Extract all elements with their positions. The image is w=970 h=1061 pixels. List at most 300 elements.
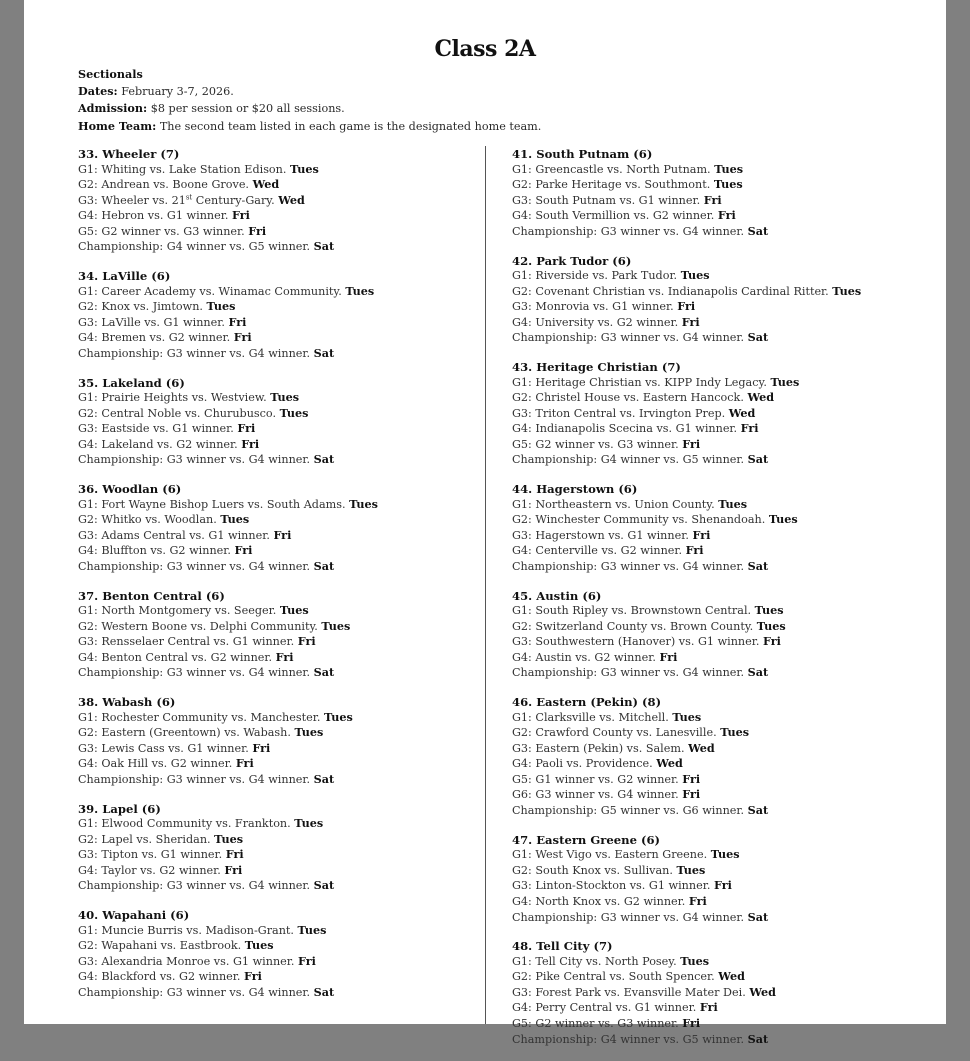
game-line (78, 193, 498, 209)
game-line (512, 803, 932, 819)
game-day: Fri (275, 649, 294, 664)
game-line (512, 390, 932, 406)
game-matchup: G1: Northeastern vs. Union County. (512, 497, 715, 511)
game-line (78, 315, 498, 331)
game-matchup: G4: Taylor vs. G2 winner. (78, 863, 221, 877)
game-line (512, 894, 932, 910)
sectional-block (78, 269, 498, 361)
game-day: Fri (244, 969, 262, 984)
game-line (512, 985, 932, 1001)
sectional-block (78, 482, 498, 574)
game-line (512, 162, 932, 178)
game-matchup: G1: Career Academy vs. Winamac Community. (78, 284, 342, 298)
game-line (512, 330, 932, 346)
game-line (78, 559, 498, 575)
game-day: Tues (672, 709, 702, 724)
game-day: Sat (747, 803, 769, 817)
game-day: Tues (345, 283, 375, 298)
game-matchup: Championship: G5 winner vs. G6 winner. (512, 804, 745, 817)
game-line (512, 177, 932, 193)
game-matchup: Championship: G3 winner vs. G4 winner. (512, 559, 745, 573)
sectional-block (78, 802, 498, 894)
sectional-block (512, 939, 932, 1047)
sectional-title: 47. Eastern Greene (6) (512, 832, 661, 847)
game-line (78, 284, 498, 300)
game-day: Tues (244, 938, 274, 953)
game-day: Tues (714, 161, 744, 176)
game-day: Tues (770, 374, 800, 389)
game-line (512, 954, 932, 970)
game-matchup: Championship: G3 winner vs. G4 winner. (78, 985, 311, 999)
game-day: Sat (747, 452, 769, 467)
game-matchup: G2: Covenant Christian vs. Indianapolis Cardinal Ritter. (512, 284, 829, 298)
game-day: Sat (747, 1031, 769, 1046)
game-matchup: G2: Lapel vs. Sheridan. (78, 832, 211, 846)
game-day: Tues (349, 496, 378, 511)
game-matchup: G2: Knox vs. Jimtown. (78, 300, 203, 314)
sectional-title: 41. South Putnam (6) (512, 147, 653, 161)
game-line (78, 437, 498, 453)
game-day: Wed (749, 984, 776, 999)
game-day: Fri (234, 543, 253, 558)
game-line (78, 816, 498, 832)
game-matchup: G2: Winchester Community vs. Shenandoah. (512, 513, 766, 527)
game-day: Tues (680, 953, 710, 968)
game-matchup: G3: Wheeler vs. 21st Century-Gary. (78, 192, 275, 207)
sectional-title: 33. Wheeler (7) (78, 147, 180, 161)
game-matchup: G5: G1 winner vs. G2 winner. (512, 772, 679, 786)
game-matchup: Championship: G3 winner vs. G4 winner. (78, 453, 311, 467)
game-day: Tues (768, 512, 798, 527)
sectional-block (78, 589, 498, 681)
sectional-block (78, 695, 498, 787)
admission-line (78, 100, 541, 118)
page-title: Class 2A (434, 36, 536, 62)
game-day: Fri (231, 208, 250, 223)
sectional-title: 37. Benton Central (6) (78, 588, 225, 603)
game-day: Sat (747, 223, 769, 238)
game-day: Fri (682, 436, 701, 451)
sectional-block (512, 695, 932, 818)
game-line (78, 878, 498, 894)
game-day: Tues (279, 405, 309, 420)
game-line (512, 772, 932, 788)
sectional-title: 38. Wabash (6) (78, 695, 176, 710)
game-line (78, 985, 498, 1001)
game-day: Fri (297, 634, 316, 649)
game-day: Sat (313, 665, 335, 680)
game-matchup: G4: Indianapolis Scecina vs. G1 winner. (512, 422, 738, 436)
game-line (78, 665, 498, 681)
home-team-line (78, 118, 541, 136)
game-line (512, 224, 932, 240)
game-matchup: G4: Centerville vs. G2 winner. (512, 544, 683, 558)
game-day: Wed (656, 756, 683, 771)
game-line (78, 528, 498, 544)
game-line (78, 847, 498, 863)
game-line (78, 954, 498, 970)
game-line (78, 452, 498, 468)
game-line (512, 543, 932, 559)
game-matchup: G1: Elwood Community vs. Frankton. (78, 817, 291, 831)
game-day: Fri (235, 756, 254, 771)
game-day: Wed (688, 740, 715, 755)
sectional-block (78, 908, 498, 1000)
sectional-title: 48. Tell City (7) (512, 939, 613, 954)
game-line (512, 299, 932, 315)
game-matchup: Championship: G3 winner vs. G4 winner. (78, 879, 311, 893)
game-day: Tues (220, 512, 250, 527)
game-line (78, 299, 498, 315)
game-line (512, 437, 932, 453)
game-matchup: G4: Austin vs. G2 winner. (512, 650, 656, 664)
game-day: Fri (713, 878, 732, 893)
game-day: Wed (278, 192, 305, 207)
game-matchup: G4: Lakeland vs. G2 winner. (78, 437, 238, 451)
game-day: Tues (294, 816, 324, 831)
game-matchup: G3: Hagerstown vs. G1 winner. (512, 528, 689, 542)
game-matchup: G1: Muncie Burris vs. Madison-Grant. (78, 923, 294, 937)
game-line (78, 208, 498, 224)
game-matchup: G4: Bluffton vs. G2 winner. (78, 544, 231, 558)
home-team-value: The second team listed in each game is the designated home team. (159, 119, 542, 133)
game-line (78, 832, 498, 848)
game-matchup: G2: South Knox vs. Sullivan. (512, 863, 673, 877)
game-matchup: G1: Tell City vs. North Posey. (512, 954, 677, 968)
game-matchup: Championship: G3 winner vs. G4 winner. (512, 331, 745, 345)
game-matchup: Championship: G3 winner vs. G4 winner. (512, 224, 745, 238)
sectional-title: 35. Lakeland (6) (78, 375, 185, 390)
game-day: Fri (682, 787, 701, 802)
game-matchup: G2: Andrean vs. Boone Grove. (78, 178, 249, 192)
game-line (512, 208, 932, 224)
game-matchup: G3: Rensselaer Central vs. G1 winner. (78, 635, 295, 649)
game-matchup: Championship: G3 winner vs. G4 winner. (78, 666, 311, 680)
game-line (512, 452, 932, 468)
game-matchup: Championship: G3 winner vs. G4 winner. (78, 346, 311, 360)
game-line (512, 650, 932, 666)
sectional-block (78, 376, 498, 468)
sectional-block (512, 482, 932, 574)
game-matchup: G1: Heritage Christian vs. KIPP Indy Legacy. (512, 375, 767, 389)
game-day: Tues (294, 725, 324, 740)
game-day: Tues (710, 847, 740, 862)
game-day: Tues (756, 618, 786, 633)
game-day: Tues (713, 177, 743, 192)
game-day: Wed (728, 405, 756, 420)
game-line (512, 512, 932, 528)
game-day: Tues (206, 299, 236, 314)
game-matchup: G4: Hebron vs. G1 winner. (78, 209, 229, 223)
game-matchup: G2: Eastern (Greentown) vs. Wabash. (78, 726, 291, 740)
game-matchup: G5: G2 winner vs. G3 winner. (78, 224, 245, 238)
game-line (512, 421, 932, 437)
game-day: Fri (763, 634, 781, 649)
game-day: Sat (313, 558, 335, 573)
game-day: Fri (225, 847, 244, 862)
game-day: Fri (681, 314, 700, 329)
game-day: Fri (298, 953, 316, 968)
game-day: Fri (717, 208, 736, 223)
game-day: Sat (747, 558, 769, 573)
game-line (78, 923, 498, 939)
game-line (512, 193, 932, 209)
game-matchup: G1: West Vigo vs. Eastern Greene. (512, 848, 708, 862)
game-line (512, 741, 932, 757)
game-line (512, 268, 932, 284)
game-line (78, 512, 498, 528)
game-matchup: G4: North Knox vs. G2 winner. (512, 894, 686, 908)
game-day: Sat (747, 909, 769, 924)
info-heading: Sectionals (78, 67, 143, 81)
game-matchup: Championship: G4 winner vs. G5 winner. (512, 1032, 745, 1046)
game-day: Fri (252, 740, 271, 755)
game-day: Tues (754, 603, 784, 618)
game-day: Sat (313, 984, 335, 999)
game-matchup: G1: North Montgomery vs. Seeger. (78, 604, 277, 618)
sectional-block (78, 147, 498, 255)
game-line (78, 710, 498, 726)
game-day: Fri (233, 330, 252, 345)
game-matchup: G3: Southwestern (Hanover) vs. G1 winner. (512, 635, 760, 649)
game-matchup: G4: Oak Hill vs. G2 winner. (78, 757, 233, 771)
game-day: Tues (680, 268, 710, 283)
right-column (512, 147, 932, 1061)
game-line (512, 375, 932, 391)
game-day: Tues (270, 390, 300, 405)
game-day: Fri (241, 436, 260, 451)
game-day: Fri (659, 649, 678, 664)
game-matchup: Championship: G3 winner vs. G4 winner. (512, 910, 745, 924)
game-matchup: G1: Greencastle vs. North Putnam. (512, 162, 711, 176)
game-day: Sat (313, 771, 335, 786)
game-matchup: G4: Blackford vs. G2 winner. (78, 970, 241, 984)
game-line (512, 725, 932, 741)
game-line (512, 559, 932, 575)
document-page (24, 0, 946, 1046)
game-line (512, 528, 932, 544)
game-matchup: G2: Parke Heritage vs. Southmont. (512, 178, 711, 192)
sectional-block (512, 589, 932, 681)
game-day: Tues (832, 283, 862, 298)
game-matchup: G1: Whiting vs. Lake Station Edison. (78, 162, 287, 176)
game-line (512, 619, 932, 635)
sectionals-info (78, 66, 541, 135)
game-matchup: G3: Lewis Cass vs. G1 winner. (78, 741, 249, 755)
game-line (78, 938, 498, 954)
game-line (78, 725, 498, 741)
game-day: Wed (747, 390, 775, 405)
game-line (78, 162, 498, 178)
game-day: Sat (747, 330, 769, 345)
game-matchup: G1: Riverside vs. Park Tudor. (512, 269, 678, 283)
game-matchup: G4: South Vermillion vs. G2 winner. (512, 209, 715, 223)
game-line (512, 284, 932, 300)
game-day: Tues (214, 831, 244, 846)
game-line (78, 346, 498, 362)
game-matchup: G3: Forest Park vs. Evansville Mater Dei. (512, 985, 746, 999)
game-matchup: G4: Paoli vs. Providence. (512, 757, 653, 771)
sectional-title: 39. Lapel (6) (78, 801, 161, 816)
game-matchup: G2: Wapahani vs. Eastbrook. (78, 939, 242, 953)
game-matchup: Championship: G3 winner vs. G4 winner. (512, 666, 745, 680)
game-day: Fri (682, 1016, 701, 1031)
game-matchup: G3: Tipton vs. G1 winner. (78, 848, 223, 862)
game-day: Sat (747, 665, 769, 680)
game-line (78, 421, 498, 437)
game-matchup: G2: Christel House vs. Eastern Hancock. (512, 391, 744, 405)
game-matchup: G3: Monrovia vs. G1 winner. (512, 300, 674, 314)
game-line (512, 406, 932, 422)
game-day: Tues (321, 618, 351, 633)
game-matchup: G2: Pike Central vs. South Spencer. (512, 970, 715, 984)
game-matchup: G4: University vs. G2 winner. (512, 315, 679, 329)
game-line (512, 1000, 932, 1016)
sectional-title: 42. Park Tudor (6) (512, 253, 632, 268)
game-matchup: G3: Triton Central vs. Irvington Prep. (512, 406, 726, 420)
ordinal-suffix: st (185, 192, 193, 201)
dates-label: Dates: (78, 83, 118, 98)
game-matchup: G2: Central Noble vs. Churubusco. (78, 406, 277, 420)
game-line (512, 969, 932, 985)
game-matchup: G3: LaVille vs. G1 winner. (78, 315, 225, 329)
game-day: Fri (237, 421, 256, 436)
game-matchup: G1: Fort Wayne Bishop Luers vs. South Adams. (78, 497, 346, 511)
game-matchup: G3: Linton-Stockton vs. G1 winner. (512, 879, 711, 893)
game-day: Fri (740, 421, 759, 436)
sectional-block (512, 360, 932, 468)
game-line (78, 603, 498, 619)
dates-line (78, 83, 541, 101)
game-line (78, 863, 498, 879)
game-line (512, 787, 932, 803)
game-line (512, 756, 932, 772)
game-day: Tues (290, 161, 319, 176)
game-day: Tues (279, 603, 309, 618)
game-line (78, 497, 498, 513)
game-day: Sat (313, 878, 335, 893)
game-line (78, 650, 498, 666)
game-line (512, 847, 932, 863)
game-day: Fri (228, 314, 247, 329)
game-matchup: G4: Bremen vs. G2 winner. (78, 331, 231, 345)
game-matchup: G5: G2 winner vs. G3 winner. (512, 1017, 679, 1031)
sectional-block (512, 254, 932, 346)
game-line (512, 863, 932, 879)
game-day: Sat (313, 239, 335, 254)
game-day: Tues (676, 862, 706, 877)
game-day: Fri (692, 527, 711, 542)
game-matchup: G2: Western Boone vs. Delphi Community. (78, 619, 318, 633)
game-line (78, 239, 498, 255)
game-line (78, 224, 498, 240)
game-line (78, 177, 498, 193)
game-day: Tues (297, 922, 327, 937)
dates-value: February 3-7, 2026. (121, 84, 234, 98)
game-line (512, 710, 932, 726)
game-line (78, 406, 498, 422)
game-matchup: G5: G2 winner vs. G3 winner. (512, 437, 679, 451)
game-matchup: G4: Perry Central vs. G1 winner. (512, 1001, 697, 1015)
game-matchup: G3: Eastern (Pekin) vs. Salem. (512, 741, 685, 755)
game-line (512, 665, 932, 681)
home-team-label: Home Team: (78, 118, 157, 133)
game-matchup: G1: Rochester Community vs. Manchester. (78, 710, 321, 724)
admission-value: $8 per session or $20 all sessions. (150, 102, 345, 115)
game-line (78, 634, 498, 650)
game-line (512, 497, 932, 513)
game-day: Fri (699, 1000, 718, 1015)
game-matchup: G4: Benton Central vs. G2 winner. (78, 650, 273, 664)
game-day: Fri (688, 893, 707, 908)
game-matchup: G1: Prairie Heights vs. Westview. (78, 391, 267, 405)
game-day: Wed (252, 177, 280, 192)
game-matchup: G2: Crawford County vs. Lanesville. (512, 726, 717, 740)
game-matchup: G1: South Ripley vs. Brownstown Central. (512, 604, 752, 618)
game-day: Fri (677, 299, 696, 314)
game-day: Fri (248, 223, 267, 238)
game-matchup: G3: South Putnam vs. G1 winner. (512, 193, 701, 207)
sectional-title: 44. Hagerstown (6) (512, 482, 638, 497)
game-line (512, 315, 932, 331)
game-line (78, 390, 498, 406)
left-column (78, 147, 498, 1015)
sectional-title: 43. Heritage Christian (7) (512, 360, 681, 375)
game-day: Fri (224, 862, 243, 877)
sectional-title: 34. LaVille (6) (78, 269, 171, 284)
game-day: Sat (313, 452, 335, 467)
game-day: Fri (685, 543, 704, 558)
game-line (512, 910, 932, 926)
game-day: Tues (323, 709, 353, 724)
game-matchup: G6: G3 winner vs. G4 winner. (512, 788, 679, 802)
sectional-title: 46. Eastern (Pekin) (8) (512, 695, 662, 710)
game-day: Sat (313, 345, 335, 360)
game-line (78, 330, 498, 346)
game-line (512, 603, 932, 619)
game-matchup: G3: Alexandria Monroe vs. G1 winner. (78, 954, 295, 968)
game-line (78, 756, 498, 772)
sectional-block (512, 833, 932, 925)
game-matchup: G1: Clarksville vs. Mitchell. (512, 710, 669, 724)
sectional-title: 36. Woodlan (6) (78, 482, 182, 497)
game-matchup: G2: Whitko vs. Woodlan. (78, 513, 217, 527)
admission-label: Admission: (78, 101, 148, 115)
game-day: Tues (720, 725, 750, 740)
game-matchup: G3: Adams Central vs. G1 winner. (78, 528, 270, 542)
sectional-title: 40. Wapahani (6) (78, 908, 190, 923)
game-line (78, 619, 498, 635)
game-matchup: G3: Eastside vs. G1 winner. (78, 422, 234, 436)
game-day: Wed (718, 969, 745, 984)
game-line (78, 543, 498, 559)
sectional-title: 45. Austin (6) (512, 588, 602, 603)
game-matchup: Championship: G4 winner vs. G5 winner. (78, 240, 311, 254)
column-divider (485, 146, 486, 1024)
game-line (78, 741, 498, 757)
game-matchup: Championship: G3 winner vs. G4 winner. (78, 559, 311, 573)
game-day: Fri (273, 527, 292, 542)
game-line (512, 878, 932, 894)
game-day: Tues (718, 496, 748, 511)
game-day: Fri (703, 192, 722, 207)
game-line (512, 634, 932, 650)
game-matchup: G2: Switzerland County vs. Brown County. (512, 619, 754, 633)
game-line (512, 1032, 932, 1048)
game-line (78, 772, 498, 788)
game-day: Fri (682, 771, 701, 786)
sectional-block (512, 147, 932, 239)
